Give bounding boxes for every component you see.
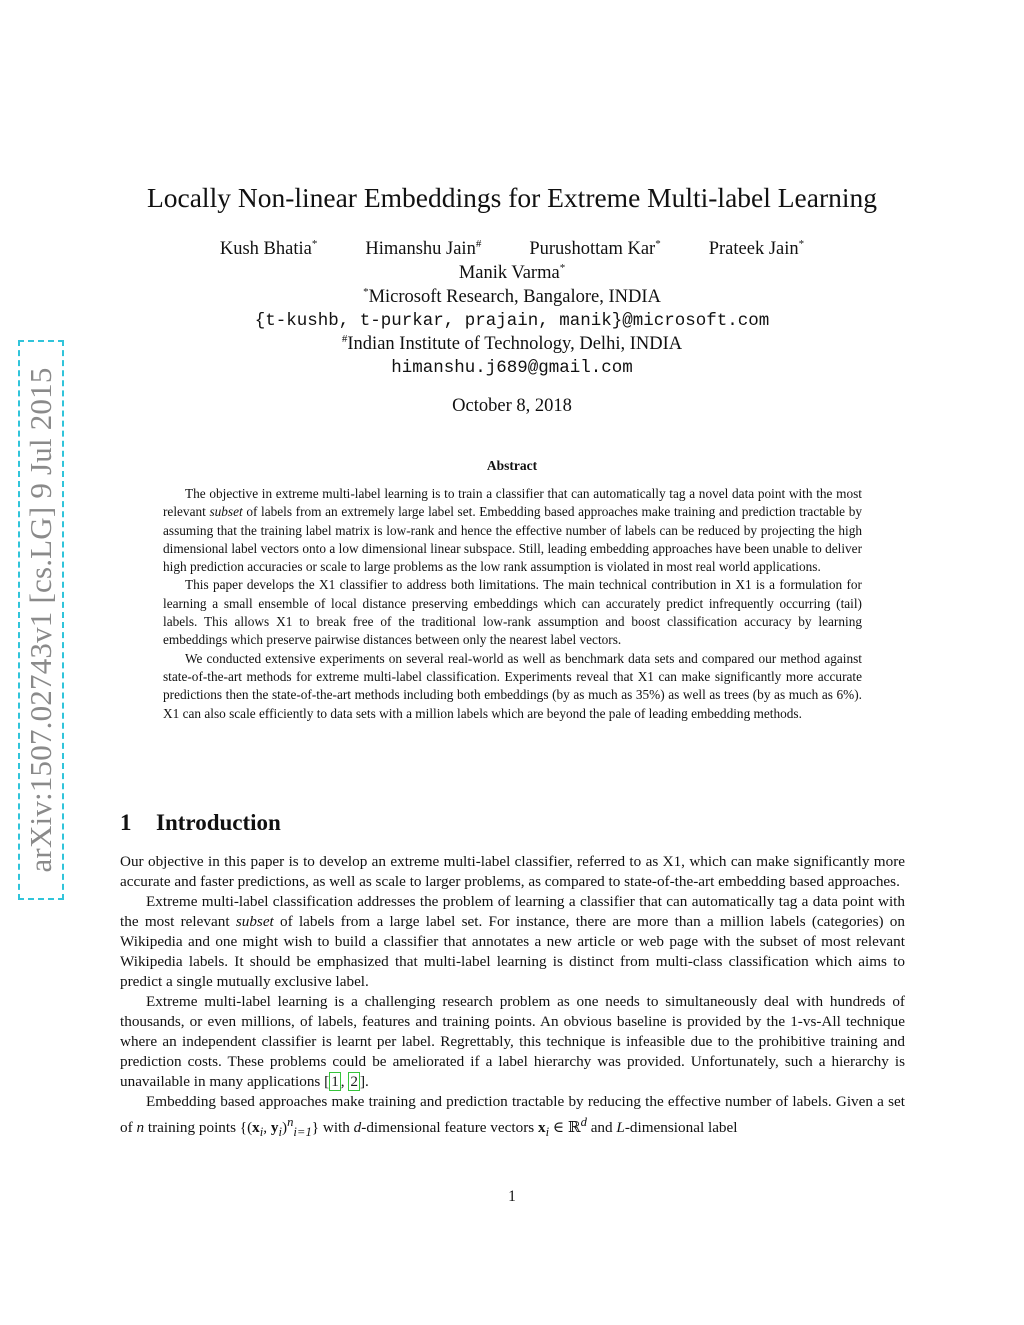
introduction-body (120, 852, 905, 1142)
affiliation-iit: #Indian Institute of Technology, Delhi, INDIA (341, 332, 683, 354)
section-number: 1 (120, 810, 132, 835)
body-paragraph: Extreme multi-label classification addresses the problem of learning a classifier that can automatically tag a data point with the most relevant subset of labels from a large label set. For instance, there are more than a million labels (categories) on Wikipedia and one might wish to build a classifier that annotates a new article or web page with the subset of most relevant Wikipedia labels. It should be emphasized that multi-label learning is distinct from multi-class classification which aims to predict a single mutually exclusive label. (120, 893, 905, 990)
affiliation-microsoft: *Microsoft Research, Bangalore, INDIA (363, 285, 661, 307)
abstract-paragraph: The objective in extreme multi-label learning is to train a classifier that can automatically tag a novel data point with the most relevant subset of labels from an extremely large label set. Embedding based approaches make training and prediction tractable by assuming that the training label matrix is low-rank and hence the effective number of labels can be reduced by projecting the high dimensional label vectors onto a low dimensional linear subspace. Still, leading embedding approaches have been unable to deliver high prediction accuracies or scale to large problems as the low rank assumption is violated in most real world applications. (163, 486, 862, 575)
author: Manik Varma* (458, 261, 566, 283)
abstract-paragraph: This paper develops the X1 classifier to address both limitations. The main technical contribution in X1 is a formulation for learning a small ensemble of local distance preserving embeddings which can accurately predict infrequently occurring (tail) labels. This allows X1 to break free of the traditional low-rank assumption and boost classification accuracy by learning embeddings which preserve pairwise distances between only the nearest label vectors. (163, 577, 862, 648)
abstract-paragraph: We conducted extensive experiments on several real-world as well as benchmark data sets and compared our method against state-of-the-art methods for extreme multi-label classification. Experiments reveal that X1 can make significantly more accurate predictions then the state-of-the-art methods including both embeddings (by as much as 35%) as well as trees (by as much as 6%). X1 can also scale efficiently to data sets with a million labels which are beyond the pale of leading embedding methods. (163, 650, 862, 721)
abstract-body (163, 485, 862, 723)
citation-link[interactable]: 2 (350, 1073, 358, 1090)
arxiv-stamp-text: arXiv:1507.02743v1 [cs.LG] 9 Jul 2015 (23, 367, 58, 873)
section-heading (120, 808, 281, 838)
author: Prateek Jain* (708, 237, 805, 259)
paper-date: October 8, 2018 (452, 396, 572, 416)
author: Kush Bhatia* (219, 237, 318, 259)
email-iit[interactable]: himanshu.j689@gmail.com (391, 358, 633, 378)
citation-link[interactable]: 1 (331, 1073, 339, 1090)
author: Himanshu Jain# (365, 237, 482, 259)
body-paragraph: Our objective in this paper is to develop an extreme multi-label classifier, referred to as X1, which can make significantly more accurate and faster predictions, as well as scale to larger problems, as compared to state-of-the-art embedding based approaches. (120, 853, 905, 890)
body-paragraph: Embedding based approaches make training and prediction tractable by reducing the effective number of labels. Given a set of n training points {($x_i$, $y_i)^n_{i=1}$} with d-dimensional feature vectors $x_i$ ∈ ℝ$^d$ and L-dimensional label (120, 1093, 905, 1140)
paper-title: Locally Non-linear Embeddings for Extreme Multi-label Learning (146, 182, 878, 213)
page-number: 1 (508, 1188, 516, 1205)
email-microsoft[interactable]: {t-kushb, t-purkar, prajain, manik}@microsoft.com (254, 311, 770, 331)
author-list (0, 237, 1024, 261)
body-paragraph: Extreme multi-label learning is a challenging research problem as one needs to simultaneously deal with hundreds of thousands, or even millions, of labels, features and training points. An obvious baseline is provided by the 1-vs-All technique where an independent classifier is learnt per label. Regrettably, this technique is infeasible due to the prohibitive training and prediction costs. These problems could be ameliorated if a label hierarchy was provided. Unfortunately, such a hierarchy is unavailable in many applications [ 1 , 2 ]. (120, 993, 905, 1090)
arxiv-stamp[interactable] (18, 340, 64, 900)
abstract-heading: Abstract (486, 458, 538, 473)
author: Purushottam Kar* (529, 237, 661, 259)
section-title: Introduction (156, 810, 281, 835)
